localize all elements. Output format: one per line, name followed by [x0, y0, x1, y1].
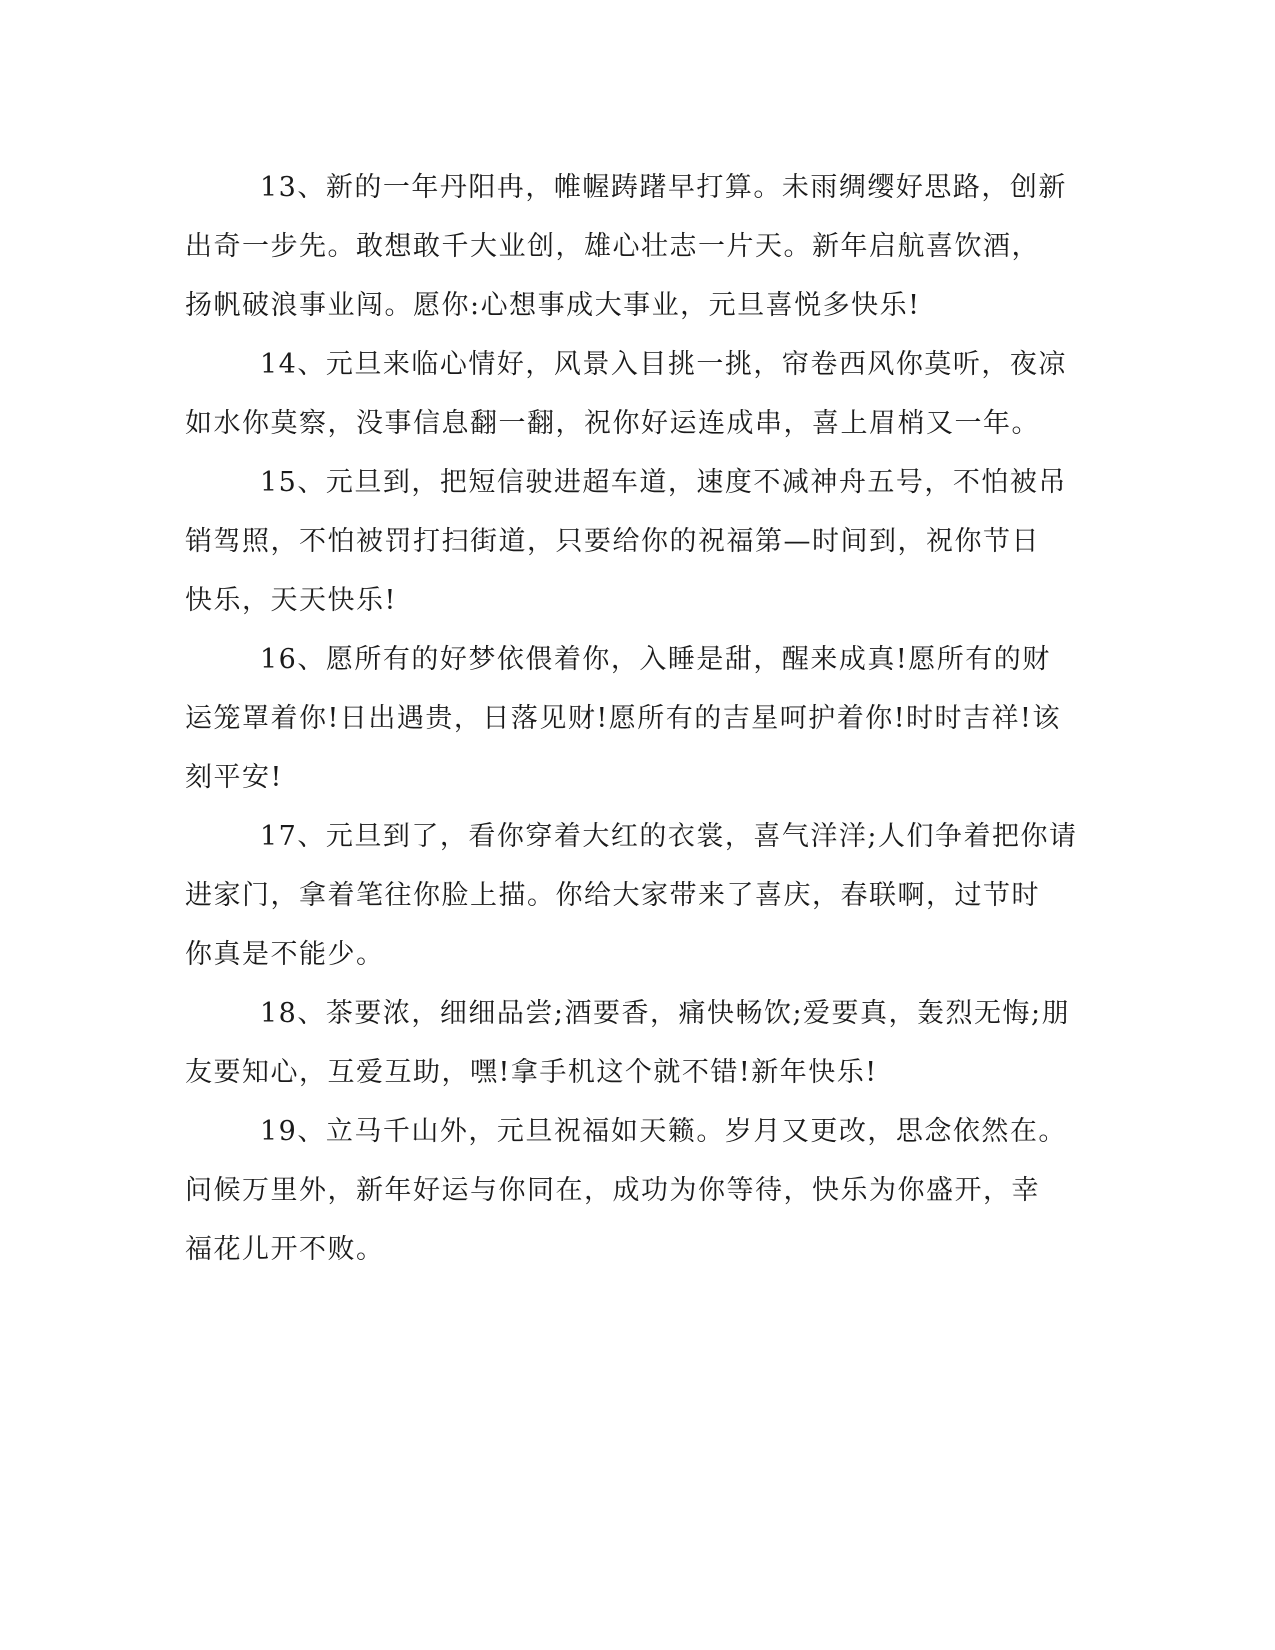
- paragraph-19: 19、立马千山外，元旦祝福如天籁。岁月又更改，思念依然在。 问候万里外，新年好运与你同在，成功为你等待，快乐为你盛开，幸 福花儿开不败。: [185, 1116, 1067, 1265]
- paragraph-15: 15、元旦到，把短信驶进超车道，速度不减神舟五号，不怕被吊 销驾照，不怕被罚打扫街道，只要给你的祝福第—时间到，祝你节日 快乐，天天快乐!: [185, 467, 1067, 616]
- paragraph-14: 14、元旦来临心情好，风景入目挑一挑，帘卷西风你莫听，夜凉 如水你莫察，没事信息翻一翻，祝你好运连成串，喜上眉梢又一年。: [185, 349, 1067, 439]
- paragraph-16: 16、愿所有的好梦依偎着你，入睡是甜，醒来成真!愿所有的财 运笼罩着你!日出遇贵，日落见财!愿所有的吉星呵护着你!时时吉祥!该 刻平安!: [185, 644, 1061, 793]
- document-body: [185, 158, 1085, 1279]
- paragraph-18: 18、茶要浓，细细品尝;酒要香，痛快畅饮;爱要真，轰烈无悔;朋 友要知心，互爱互助，嘿!拿手机这个就不错!新年快乐!: [185, 998, 1071, 1088]
- paragraph-13: 13、新的一年丹阳冉，帷幄踌躇早打算。未雨绸缨好思路，创新 出奇一步先。敢想敢千大业创，雄心壮志一片天。新年启航喜饮酒， 扬帆破浪事业闯。愿你:心想事成大事业，元旦喜悦多快乐!: [185, 172, 1067, 321]
- paragraph-17: 17、元旦到了，看你穿着大红的衣裳，喜气洋洋;人们争着把你请 进家门，拿着笔往你脸上描。你给大家带来了喜庆，春联啊，过节时 你真是不能少。: [185, 821, 1078, 970]
